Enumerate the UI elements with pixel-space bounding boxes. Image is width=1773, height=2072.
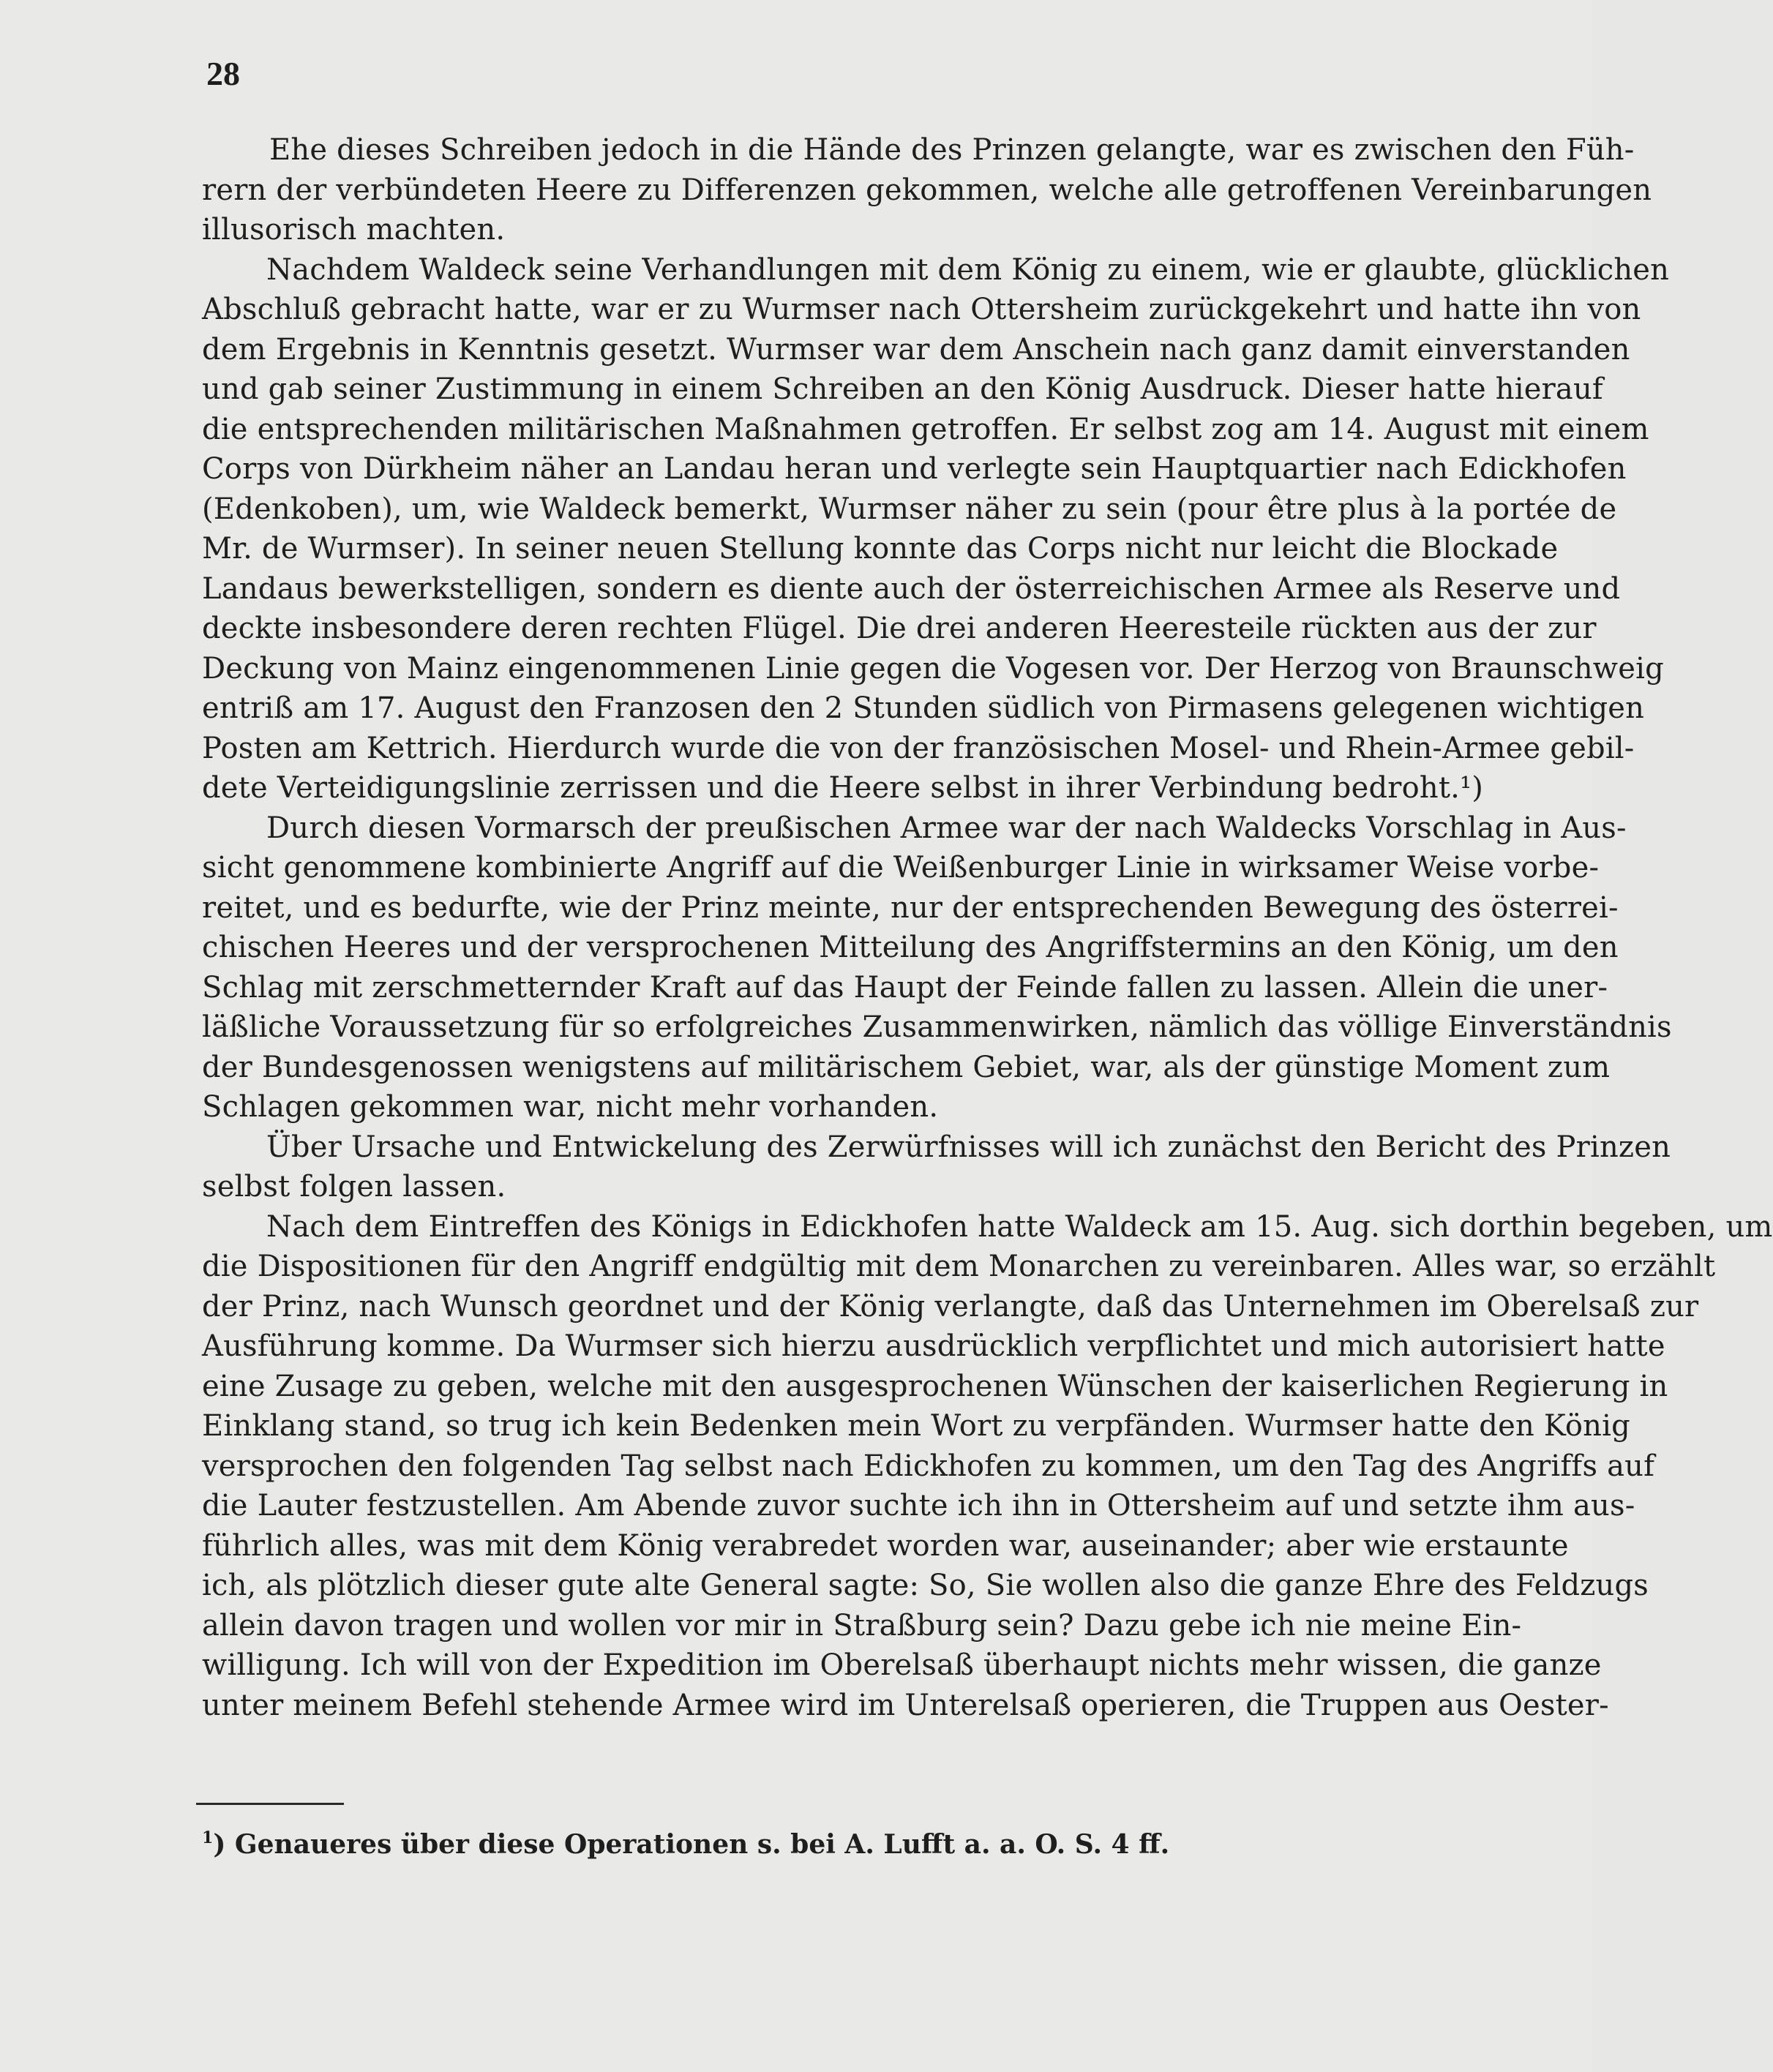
paragraph-5 [202,1207,1773,1726]
text-line: Posten am Kettrich. Hierdurch wurde die von der französischen Mosel- und Rhein-Armee gebil- [202,731,1635,765]
text-line: und gab seiner Zustimmung in einem Schreiben an den König Ausdruck. Dieser hatte hierauf [202,372,1603,406]
text-line: der Prinz, nach Wunsch geordnet und der König verlangte, daß das Unternehmen im Oberelsaß zur [202,1289,1699,1324]
text-line: willigung. Ich will von der Expedition im Oberelsaß überhaupt nichts mehr wissen, die ganze [202,1648,1602,1682]
text-line: Schlag mit zerschmetternder Kraft auf das Haupt der Feinde fallen zu lassen. Allein die uner- [202,970,1608,1005]
text-line: Corps von Dürkheim näher an Landau heran und verlegte sein Hauptquartier nach Edickhofen [202,452,1627,486]
text-line: deckte insbesondere deren rechten Flügel. Die drei anderen Heeresteile rückten aus der zur [202,612,1597,645]
text-line: eine Zusage zu geben, welche mit den ausgesprochenen Wünschen der kaiserlichen Regierung in [202,1369,1668,1403]
text-line: Nach dem Eintreffen des Königs in Edickhofen hatte Waldeck am 15. Aug. sich dorthin begeben, um [266,1209,1773,1244]
text-line: Durch diesen Vormarsch der preußischen Armee war der nach Waldecks Vorschlag in Aus- [266,811,1627,845]
text-line: Nachdem Waldeck seine Verhandlungen mit dem König zu einem, wie er glaubte, glücklichen [266,252,1670,287]
footnote-marker: 1 [202,1828,214,1847]
paragraph-4 [202,1127,1671,1207]
text-line: unter meinem Befehl stehende Armee wird im Unterelsaß operieren, die Truppen aus Oester- [202,1688,1609,1722]
footnote-divider [196,1803,344,1805]
text-line: illusorisch machten. [202,213,506,247]
text-line: entriß am 17. August den Franzosen den 2 Stunden südlich von Pirmasens gelegenen wichtigen [202,691,1645,725]
text-line: die entsprechenden militärischen Maßnahmen getroffen. Er selbst zog am 14. August mit einem [202,412,1649,446]
text-line: rern der verbündeten Heere zu Differenzen gekommen, welche alle getroffenen Vereinbarungen [202,173,1652,207]
text-line: versprochen den folgenden Tag selbst nach Edickhofen zu kommen, um den Tag des Angriffs auf [202,1449,1655,1483]
text-line: allein davon tragen und wollen vor mir in Straßburg sein? Dazu gebe ich nie meine Ein- [202,1608,1522,1643]
text-line: Schlagen gekommen war, nicht mehr vorhanden. [202,1090,939,1124]
text-line: ich, als plötzlich dieser gute alte General sagte: So, Sie wollen also die ganze Ehre des Feldzugs [202,1569,1649,1602]
text-line: Abschluß gebracht hatte, war er zu Wurmser nach Ottersheim zurückgekehrt und hatte ihn von [202,293,1641,326]
footnote [202,1816,1169,1866]
text-line: dem Ergebnis in Kenntnis gesetzt. Wurmser war dem Anschein nach ganz damit einverstanden [202,332,1630,367]
text-line: Deckung von Mainz eingenommenen Linie gegen die Vogesen vor. Der Herzog von Braunschweig [202,651,1664,686]
text-line: Mr. de Wurmser). In seiner neuen Stellung konnte das Corps nicht nur leicht die Blockade [202,532,1559,566]
text-line: reitet, und es bedurfte, wie der Prinz meinte, nur der entsprechenden Bewegung des österrei- [202,890,1619,925]
text-line: Über Ursache und Entwickelung des Zerwürfnisses will ich zunächst den Bericht des Prinzen [266,1130,1671,1164]
text-line: chischen Heeres und der versprochenen Mitteilung des Angriffstermins an den König, um den [202,931,1619,964]
paragraph-2 [202,250,1670,808]
text-line: Einklang stand, so trug ich kein Bedenken mein Wort zu verpfänden. Wurmser hatte den König [202,1409,1630,1443]
text-line: der Bundesgenossen wenigstens auf militärischem Gebiet, war, als der günstige Moment zum [202,1050,1611,1084]
text-line: Landaus bewerkstelligen, sondern es diente auch der österreichischen Armee als Reserve und [202,571,1621,606]
text-line: dete Verteidigungslinie zerrissen und die Heere selbst in ihrer Verbindung bedroht.¹) [202,771,1484,805]
footnote-text: ) Genaueres über diese Operationen s. bei A. Lufft a. a. O. S. 4 ff. [213,1829,1170,1860]
paragraph-1 [202,130,1652,250]
text-line: läßliche Voraussetzung für so erfolgreiches Zusammenwirken, nämlich das völlige Einverständnis [202,1010,1672,1044]
text-line: Ausführung komme. Da Wurmser sich hierzu ausdrücklich verpflichtet und mich autorisiert hatte [202,1329,1665,1363]
page-number: 28 [206,55,240,92]
text-line: führlich alles, was mit dem König verabredet worden war, auseinander; aber wie erstaunte [202,1528,1569,1563]
text-line: selbst folgen lassen. [202,1170,506,1204]
text-line: die Dispositionen für den Angriff endgültig mit dem Monarchen zu vereinbaren. Alles war, so erzählt [202,1250,1716,1283]
text-line: sicht genommene kombinierte Angriff auf die Weißenburger Linie in wirksamer Weise vorbe- [202,851,1600,885]
body-text [202,130,1773,1725]
text-line: (Edenkoben), um, wie Waldeck bemerkt, Wurmser näher zu sein (pour être plus à la portée de [202,492,1617,526]
text-line: Ehe dieses Schreiben jedoch in die Hände des Prinzen gelangte, war es zwischen den Füh- [269,133,1635,167]
paragraph-3 [202,808,1672,1127]
text-line: die Lauter festzustellen. Am Abende zuvor suchte ich ihn in Ottersheim auf und setzte ihm aus- [202,1489,1635,1523]
